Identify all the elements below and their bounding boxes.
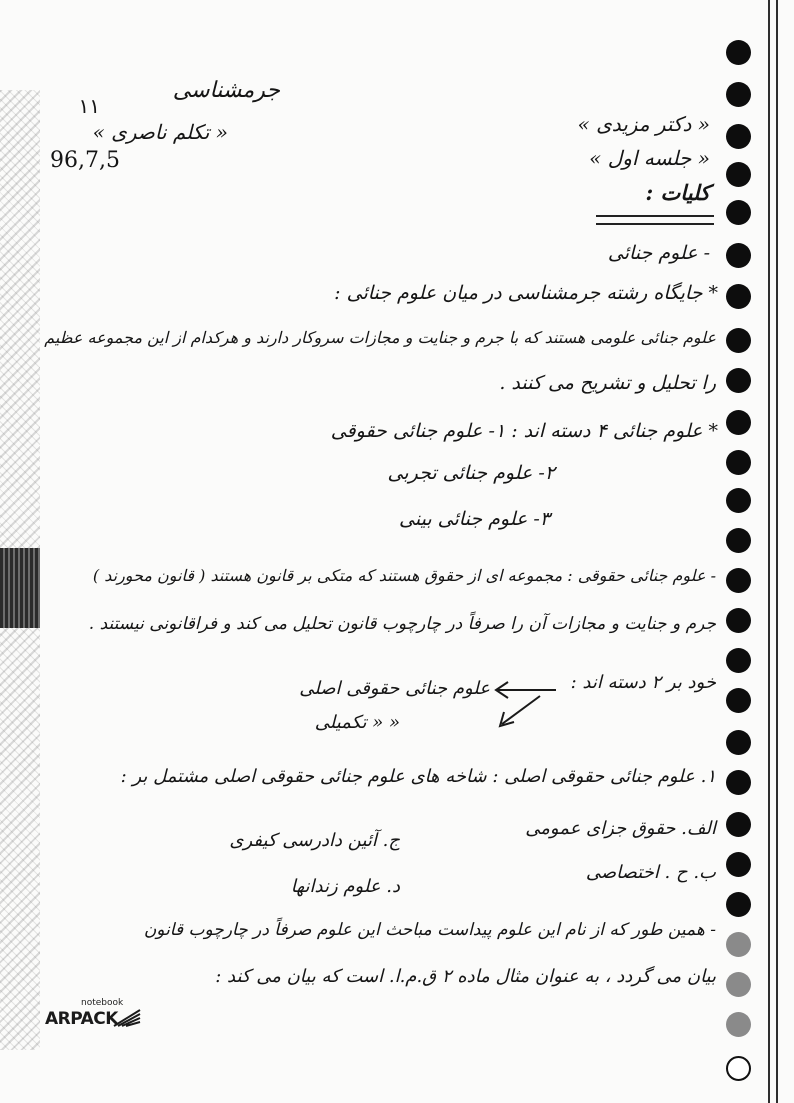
margin-line: [768, 0, 770, 1103]
note-line: * جایگاه رشته جرمشناسی در میان علوم جنائی :: [334, 282, 718, 304]
note-line: الف. حقوق جزای عمومی: [525, 818, 716, 839]
binder-hole: [726, 608, 751, 633]
note-line: بیان می گردد ، به عنوان مثال ماده ۲ ق.م.ا. است که بیان می کند :: [215, 966, 716, 987]
logo-mark-icon: [112, 1006, 142, 1028]
binder-hole: [726, 328, 751, 353]
note-line: - علوم جنائی حقوقی : مجموعه ای از حقوق هستند که متکی بر قانون هستند ( قانون محورند ): [92, 566, 716, 585]
binder-hole: [726, 1012, 751, 1037]
date: 96,7,5: [50, 148, 120, 173]
session-label: « جلسه اول »: [589, 146, 710, 170]
arrow-icon: [490, 676, 560, 730]
subject-title: جرمشناسی: [172, 78, 280, 103]
binder-hole: [726, 1056, 751, 1081]
note-line: را تحلیل و تشریح می کنند .: [499, 372, 716, 394]
binder-hole: [726, 450, 751, 475]
note-line: ۳- علوم جنائی بینی: [399, 508, 550, 530]
margin-dark-strip: [0, 548, 40, 628]
note-line: - علوم جنائی: [607, 242, 710, 264]
binder-hole: [726, 284, 751, 309]
note-line: خود بر ۲ دسته اند :: [570, 672, 716, 693]
note-line: ۱. علوم جنائی حقوقی اصلی : شاخه های علوم جنائی حقوقی اصلی مشتمل بر :: [120, 766, 716, 787]
binder-hole: [726, 892, 751, 917]
binder-hole: [726, 40, 751, 65]
note-line: ۲- علوم جنائی تجربی: [387, 462, 555, 484]
binder-hole: [726, 688, 751, 713]
binder-hole: [726, 528, 751, 553]
note-line: علوم جنائی حقوقی اصلی: [299, 678, 490, 699]
note-line: ب. ح . اختصاصی: [585, 862, 716, 883]
binder-hole: [726, 162, 751, 187]
binder-hole: [726, 648, 751, 673]
binder-hole: [726, 730, 751, 755]
binder-hole: [726, 124, 751, 149]
note-line: علوم جنائی علومی هستند که با جرم و جنایت و مجازات سروکار دارند و هرکدام از این مجموعه عظیم: [44, 328, 716, 347]
writer-name: « تکلم ناصری »: [92, 120, 228, 144]
binder-hole: [726, 770, 751, 795]
binder-hole: [726, 200, 751, 225]
note-line: جرم و جنایت و مجازات آن را صرفاً در چارچوب قانون تحلیل می کند و فراقانونی نیستند .: [88, 614, 716, 634]
logo-tagline: notebook: [81, 998, 124, 1008]
binder-hole: [726, 243, 751, 268]
note-line: - همین طور که از نام این علوم پیداست مباحث این علوم صرفاً در چارچوب قانون: [143, 920, 716, 940]
brand-logo: ARPACK: [45, 1009, 118, 1029]
binder-hole: [726, 82, 751, 107]
binder-hole: [726, 410, 751, 435]
divider: [596, 215, 714, 225]
binder-hole: [726, 932, 751, 957]
lecturer-name: « دکتر مزیدی »: [577, 112, 710, 136]
note-line: « « تکمیلی: [314, 712, 400, 733]
note-line: * علوم جنائی ۴ دسته اند : ۱- علوم جنائی حقوقی: [330, 420, 718, 442]
page-number: ۱۱: [78, 94, 100, 118]
note-line: ج. آئین دادرسی کیفری: [229, 830, 400, 851]
binder-hole: [726, 568, 751, 593]
margin-line: [776, 0, 778, 1103]
binder-holes: [722, 40, 756, 1090]
binder-hole: [726, 368, 751, 393]
section-title: کلیات :: [645, 180, 710, 205]
binder-hole: [726, 852, 751, 877]
binder-hole: [726, 488, 751, 513]
binder-hole: [726, 812, 751, 837]
binder-hole: [726, 972, 751, 997]
note-line: د. علوم زندانها: [290, 876, 400, 897]
